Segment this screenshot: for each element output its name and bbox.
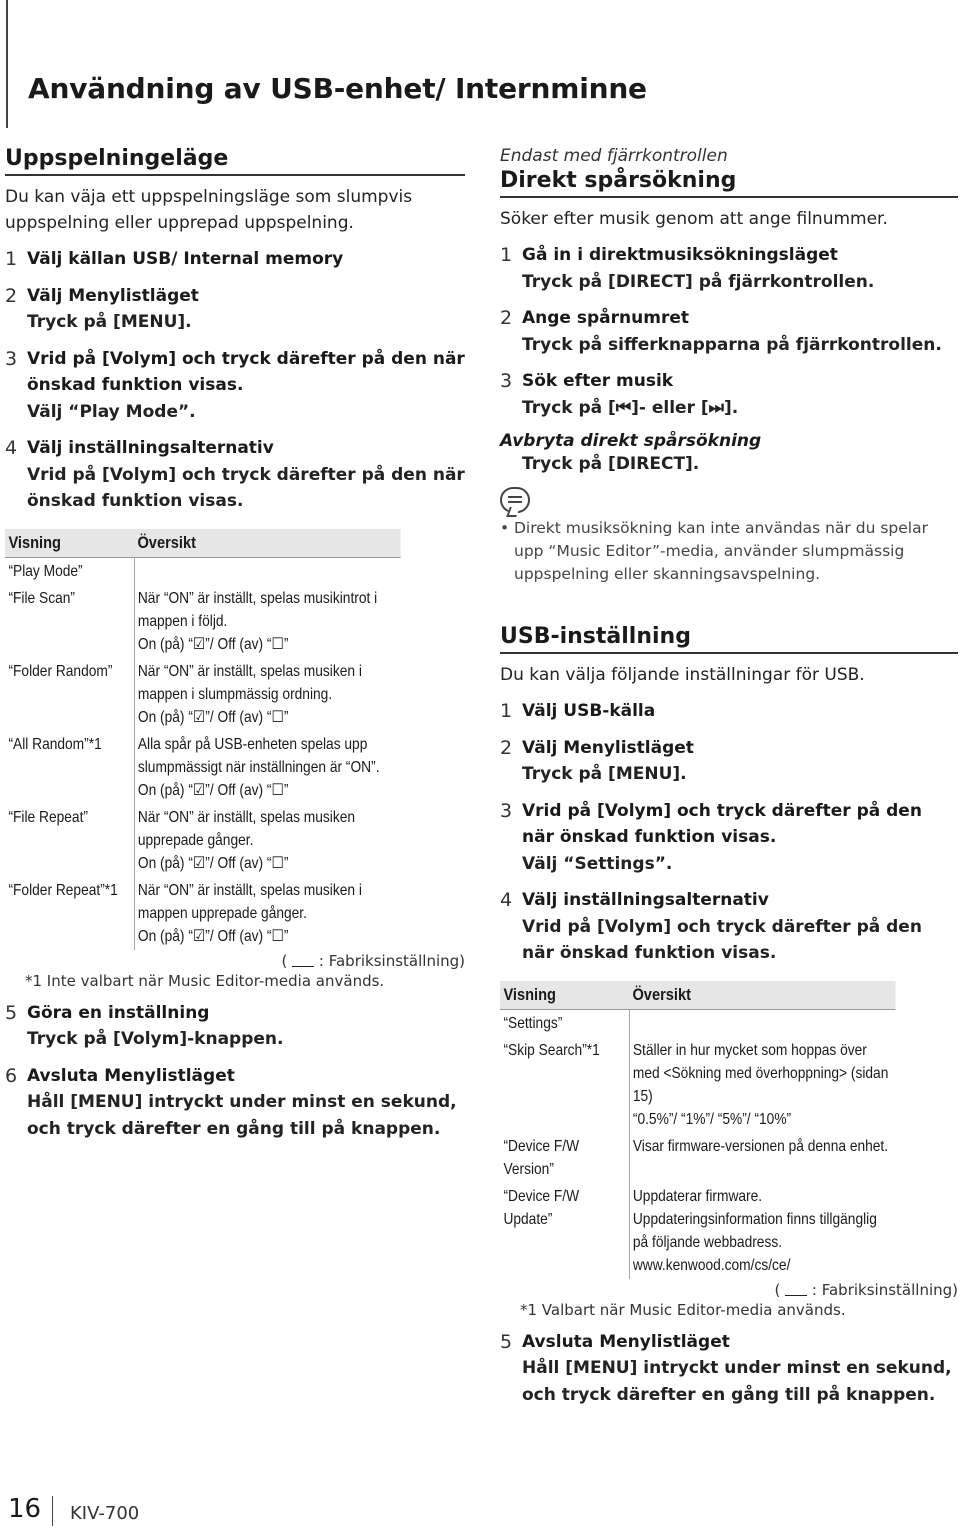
step-instruction: Välj “Settings”. [522,853,673,874]
footer-separator [52,1496,53,1526]
underline-marker [292,955,314,967]
step-heading: Sök efter musik [522,371,674,391]
table-row [5,804,401,877]
step-heading: Avsluta Menylistläget [522,1331,730,1352]
direct-search-intro: Söker efter musik genom att ange filnummer. [500,209,888,229]
step-body [522,368,958,421]
table-row [500,1037,896,1133]
step-number: 5 [5,1001,18,1024]
step-heading: Vrid på [Volym] och tryck därefter på den när önskad funktion visas. [27,348,465,395]
step-heading: Vrid på [Volym] och tryck därefter på den när önskad funktion visas. [522,800,922,847]
step-body [27,346,465,426]
step-body [27,1063,465,1143]
step-number: 4 [5,437,18,459]
step-body [522,887,958,967]
step-item [500,887,958,967]
option-description: Visar firmware-versionen på denna enhet. [632,1137,889,1155]
step-heading: Välj inställningsalternativ [27,438,274,458]
step-instruction: Tryck på [MENU]. [522,764,687,784]
step-number: 2 [500,307,513,329]
step-heading: Välj Menylistläget [522,737,694,758]
step-heading: Välj Menylistläget [27,285,199,306]
table-row [5,877,401,950]
table-row [5,585,401,658]
default-note-text: : Fabriksinställning) [811,1280,958,1299]
step-number: 2 [5,284,18,307]
step-item [500,735,958,788]
top-margin-rule [6,0,8,128]
note-bullet: • Direkt musiksökning kan inte användas när du spelar upp “Music Editor”-media, använder slumpmässig uppspelning eller skanningsavspelning. [500,517,958,586]
table-cell-key: “Folder Repeat”*1 [5,877,134,950]
step-heading: Välj inställningsalternativ [522,890,769,910]
step-body [27,283,465,336]
step-number: 4 [500,889,513,911]
step-instruction: Vrid på [Volym] och tryck därefter på den när önskad funktion visas. [27,464,465,511]
right-column [500,146,958,1408]
section-title-usb-settings: USB-inställning [500,624,958,654]
step-body [27,1000,465,1053]
table-cell-key: “Device F/W Version” [500,1133,629,1183]
table-cell-key: “File Repeat” [5,804,134,877]
option-values: On (på) “☑”/ Off (av) “☐” [137,635,289,653]
table-header-overview: Översikt [629,981,896,1010]
step-number: 3 [500,799,513,822]
step-item [500,798,958,878]
step-instruction: Tryck på [MENU]. [27,312,192,332]
step-item [5,1063,465,1143]
step-instruction: Tryck på sifferknapparna på fjärrkontrollen. [522,334,942,355]
table-cell-key: “Folder Random” [5,658,134,731]
table-group-label: “Settings” [500,1009,629,1037]
table-cell-desc [134,585,401,658]
option-description: När “ON” är inställt, spelas musiken i mappen i slumpmässig ordning. [137,662,362,703]
option-description: När “ON” är inställt, spelas musiken i mappen upprepade gånger. [137,881,362,922]
step-item [5,346,465,426]
option-values: On (på) “☑”/ Off (av) “☐” [137,781,289,799]
step-body [522,798,958,878]
step-instruction: Tryck på [DIRECT] på fjärrkontrollen. [522,271,875,292]
usb-settings-intro: Du kan välja följande inställningar för USB. [500,665,865,685]
direct-search-steps [500,242,958,421]
step-item [500,305,958,358]
step-item [500,698,958,725]
step-number: 1 [500,700,513,722]
table-cell-desc [134,658,401,731]
option-values: On (på) “☑”/ Off (av) “☐” [137,708,289,726]
settings-table [500,981,896,1279]
step-instruction: Håll [MENU] intryckt under minst en sekund, och tryck därefter en gång till på knappen. [522,1358,952,1405]
step-number: 2 [500,736,513,759]
option-description: Alla spår på USB-enheten spelas upp slumpmässigt när inställningen är “ON”. [137,735,380,776]
section-title-playback-mode: Uppspelningeläge [5,146,465,176]
default-setting-note: ( : Fabriksinställning) [281,951,465,970]
table-row [500,1183,896,1279]
step-instruction: Välj “Play Mode”. [27,401,196,422]
step-heading: Avsluta Menylistläget [27,1065,235,1086]
step-heading: Välj USB-källa [522,701,656,721]
option-description: Ställer in hur mycket som hoppas över med <Sökning med överhoppning> (sidan 15) [632,1041,889,1105]
section-intro: Du kan väja ett uppspelningsläge som slumpvis uppspelning eller upprepad uppspelning. [5,187,413,233]
table-cell-desc [629,1037,896,1133]
section-title-direct-search: Direkt spårsökning [500,168,958,198]
play-mode-table-wrap [5,529,465,950]
page-title: Användning av USB-enhet/ Internminne [28,72,647,105]
table-cell-key: “Device F/W Update” [500,1183,629,1279]
table-header-display: Visning [500,981,629,1010]
remote-only-label: Endast med fjärrkontrollen [500,146,728,166]
default-note-text: : Fabriksinställning) [318,951,465,970]
step-item [500,368,958,421]
step-heading: Göra en inställning [27,1002,210,1023]
default-setting-note: ( : Fabriksinställning) [774,1280,958,1299]
model-name: KIV-700 [70,1503,140,1524]
step-number: 3 [5,347,18,370]
steps-list-2 [5,1000,465,1143]
table-cell-desc [134,877,401,950]
step-number: 1 [500,244,513,266]
step-instruction: Vrid på [Volym] och tryck därefter på den när önskad funktion visas. [522,916,922,963]
option-description: När “ON” är inställt, spelas musikintrot i mappen i följd. [137,589,378,630]
step-body [522,698,958,725]
option-values: “0.5%”/ “1%”/ “5%”/ “10%” [632,1110,792,1128]
step-heading: Gå in i direktmusiksökningsläget [522,245,838,265]
usb-settings-steps [500,698,958,967]
settings-table-wrap [500,981,960,1279]
table-row [5,658,401,731]
step-item [5,1000,465,1053]
step-number: 1 [5,248,18,270]
step-number: 6 [5,1064,18,1087]
step-number: 3 [500,370,513,392]
table-cell-key: “File Scan” [5,585,134,658]
left-column [5,146,465,1142]
play-mode-table [5,529,401,950]
step-instruction: Tryck på [⏮]- eller [⏭]. [522,397,739,418]
table-group-label: “Play Mode” [5,557,134,585]
footnote: *1 Inte valbart när Music Editor-media används. [25,971,385,990]
cancel-direct-search-line: Tryck på [DIRECT]. [522,454,700,474]
step-body [522,1329,958,1409]
table-cell-key: “All Random”*1 [5,731,134,804]
option-values: On (på) “☑”/ Off (av) “☐” [137,927,289,945]
cancel-direct-search-title: Avbryta direkt spårsökning [500,431,762,451]
step-body [522,735,958,788]
table-row [500,1133,896,1183]
table-cell-desc [134,731,401,804]
step-item [5,246,465,273]
table-group-cell [629,1009,896,1037]
table-cell-desc [629,1133,896,1183]
step-instruction: Håll [MENU] intryckt under minst en sekund, och tryck därefter en gång till på knappen. [27,1092,457,1139]
option-description: Uppdaterar firmware. Uppdateringsinformation finns tillgänglig på följande webbadress. www.kenwood.com/cs/ce/ [632,1187,877,1274]
step-body [27,435,465,515]
footnote: *1 Valbart när Music Editor-media används. [520,1300,846,1319]
page-number: 16 [8,1494,42,1524]
table-row [5,731,401,804]
step-number: 5 [500,1330,513,1353]
option-values: On (på) “☑”/ Off (av) “☐” [137,854,289,872]
table-cell-desc [629,1183,896,1279]
step-item [5,435,465,515]
usb-settings-steps-2 [500,1329,958,1409]
steps-list [5,246,465,515]
step-body [522,242,958,295]
step-item [5,283,465,336]
step-heading: Välj källan USB/ Internal memory [27,249,344,269]
table-cell-key: “Skip Search”*1 [500,1037,629,1133]
step-heading: Ange spårnumret [522,308,689,328]
step-instruction: Tryck på [Volym]-knappen. [27,1029,284,1049]
step-body [522,305,958,358]
step-body [27,246,465,273]
step-item [500,242,958,295]
step-item [500,1329,958,1409]
option-description: När “ON” är inställt, spelas musiken upprepade gånger. [137,808,356,849]
underline-marker [785,1284,807,1296]
table-cell-desc [134,804,401,877]
table-header-display: Visning [5,529,134,558]
table-group-cell [134,557,401,585]
table-header-overview: Översikt [134,529,401,558]
note-icon [500,487,530,513]
